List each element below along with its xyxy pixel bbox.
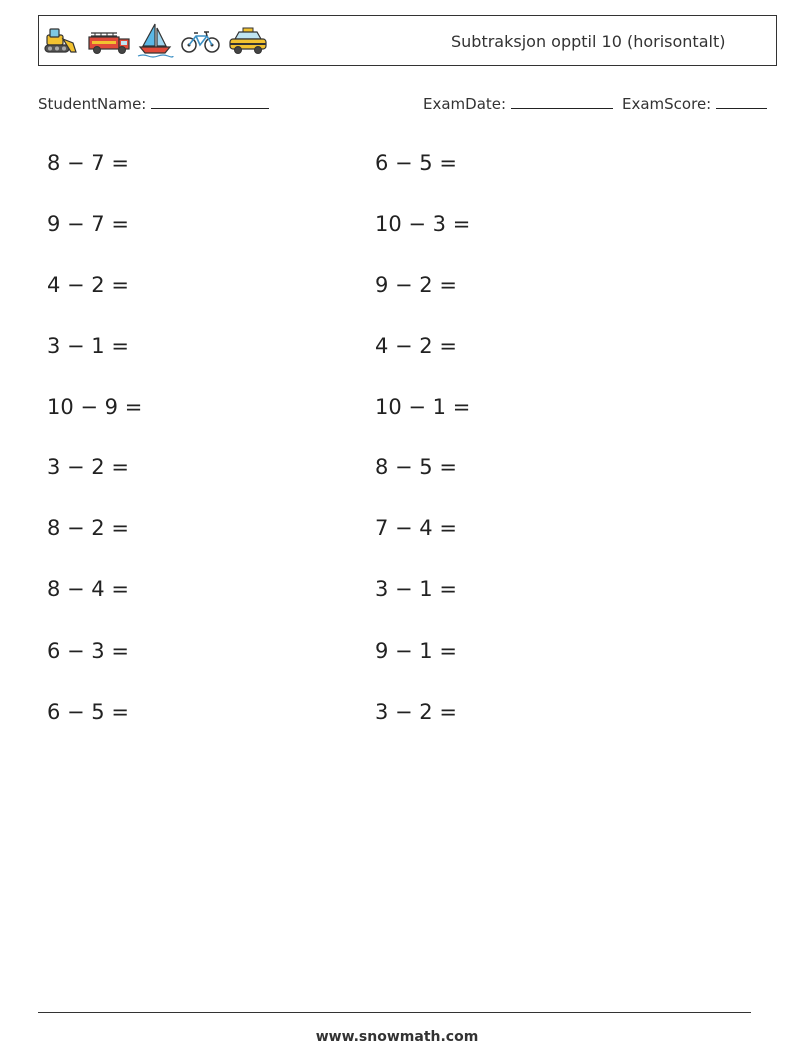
exam-date-label: ExamDate: (423, 95, 507, 113)
problem-left-5: 10 − 9 = (47, 395, 143, 419)
fire-truck-icon (87, 25, 131, 57)
problem-right-1: 6 − 5 = (375, 151, 457, 175)
problem-right-8: 3 − 1 = (375, 577, 457, 601)
exam-date-blank (511, 93, 613, 109)
problem-right-10: 3 − 2 = (375, 700, 457, 724)
worksheet-title: Subtraksjon opptil 10 (horisontalt) (451, 32, 726, 51)
student-name-field (38, 93, 269, 113)
bulldozer-icon (43, 25, 83, 57)
exam-date-field (423, 93, 613, 113)
problem-left-4: 3 − 1 = (47, 334, 129, 358)
problem-right-3: 9 − 2 = (375, 273, 457, 297)
problem-right-6: 8 − 5 = (375, 455, 457, 479)
worksheet-header (38, 15, 777, 66)
footer-url[interactable]: www.snowmath.com (315, 1029, 479, 1045)
problem-right-7: 7 − 4 = (375, 516, 457, 540)
footer-divider (38, 1012, 751, 1013)
problem-left-6: 3 − 2 = (47, 455, 129, 479)
problem-left-7: 8 − 2 = (47, 516, 129, 540)
taxi-icon (227, 25, 269, 57)
header-icons (43, 21, 269, 61)
bicycle-icon (179, 25, 223, 57)
problem-left-1: 8 − 7 = (47, 151, 129, 175)
exam-score-label: ExamScore: (622, 95, 712, 113)
problem-right-4: 4 − 2 = (375, 334, 457, 358)
problem-right-5: 10 − 1 = (375, 395, 471, 419)
exam-score-field (622, 93, 767, 113)
problem-left-9: 6 − 3 = (47, 639, 129, 663)
student-name-blank (151, 93, 269, 109)
problem-left-8: 8 − 4 = (47, 577, 129, 601)
student-info-fields (0, 93, 794, 117)
problem-left-10: 6 − 5 = (47, 700, 129, 724)
problem-right-2: 10 − 3 = (375, 212, 471, 236)
student-name-label: StudentName: (38, 95, 147, 113)
exam-score-blank (716, 93, 767, 109)
problem-left-3: 4 − 2 = (47, 273, 129, 297)
problem-left-2: 9 − 7 = (47, 212, 129, 236)
problem-right-9: 9 − 1 = (375, 639, 457, 663)
sailboat-icon (135, 22, 175, 60)
